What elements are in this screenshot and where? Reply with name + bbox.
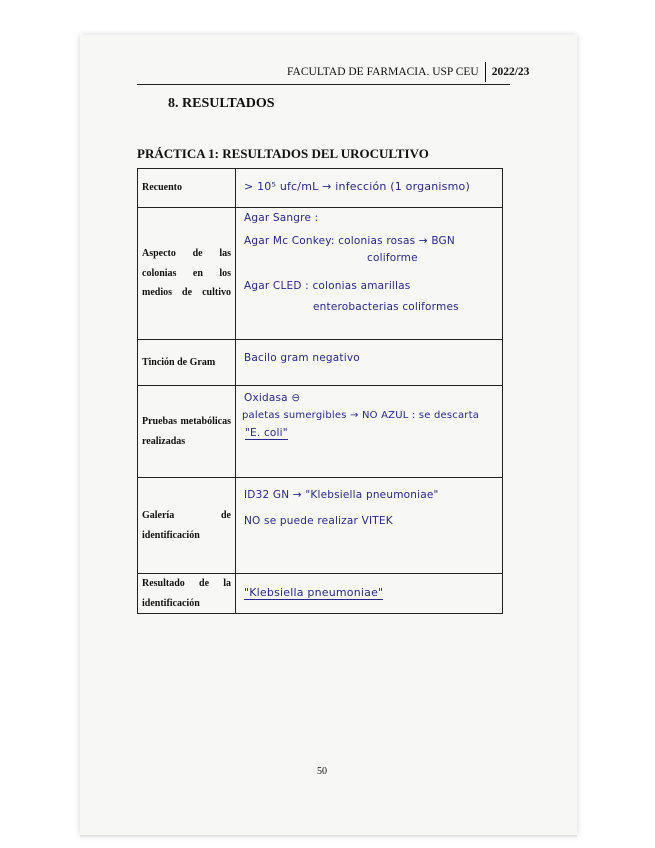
row-value bbox=[236, 478, 503, 574]
handwritten-line: Agar Sangre : bbox=[244, 212, 319, 224]
page-number: 50 bbox=[317, 766, 327, 777]
row-value bbox=[236, 574, 503, 614]
handwritten-line: Agar CLED : colonias amarillas bbox=[244, 280, 411, 292]
handwritten-line: "E. coli" bbox=[245, 427, 288, 439]
row-label: Recuento bbox=[138, 169, 236, 208]
handwritten-line: "Klebsiella pneumoniae" bbox=[244, 586, 384, 599]
results-table bbox=[137, 168, 503, 614]
row-label: Aspecto de las colonias en los medios de cultivo bbox=[138, 208, 236, 340]
page-header bbox=[287, 62, 529, 82]
table-row bbox=[138, 340, 503, 386]
practice-title: PRÁCTICA 1: RESULTADOS DEL UROCULTIVO bbox=[137, 146, 429, 161]
row-value bbox=[236, 208, 503, 340]
row-label: Tinción de Gram bbox=[138, 340, 236, 386]
header-separator bbox=[485, 62, 486, 82]
handwritten-line: Agar Mc Conkey: colonias rosas → BGN bbox=[244, 235, 455, 247]
row-value bbox=[236, 386, 503, 478]
handwritten-line: > 10⁵ ufc/mL → infección (1 organismo) bbox=[244, 180, 470, 193]
handwritten-line: paletas sumergibles → NO AZUL : se descarta bbox=[242, 410, 480, 421]
handwritten-line: NO se puede realizar VITEK bbox=[244, 515, 393, 527]
table-row bbox=[138, 574, 503, 614]
table-row bbox=[138, 208, 503, 340]
row-label: Galería de identificación bbox=[138, 478, 236, 574]
page-shadow bbox=[80, 835, 577, 839]
handwritten-line: ID32 GN → "Klebsiella pneumoniae" bbox=[244, 489, 439, 501]
table-row bbox=[138, 478, 503, 574]
handwritten-line: coliforme bbox=[367, 252, 418, 264]
header-year: 2022/23 bbox=[491, 66, 530, 78]
section-title: 8. RESULTADOS bbox=[168, 96, 275, 111]
handwritten-line: Bacilo gram negativo bbox=[244, 352, 360, 364]
row-value bbox=[236, 340, 503, 386]
row-label: Pruebas metabólicas realizadas bbox=[138, 386, 236, 478]
header-rule bbox=[137, 84, 510, 85]
handwritten-line: Oxidasa ⊖ bbox=[244, 392, 301, 404]
table-row bbox=[138, 386, 503, 478]
row-label: Resultado de la identificación bbox=[138, 574, 236, 614]
handwritten-line: enterobacterias coliformes bbox=[313, 301, 459, 313]
header-institution: FACULTAD DE FARMACIA. USP CEU bbox=[287, 66, 479, 78]
table-row bbox=[138, 169, 503, 208]
row-value bbox=[236, 169, 503, 208]
